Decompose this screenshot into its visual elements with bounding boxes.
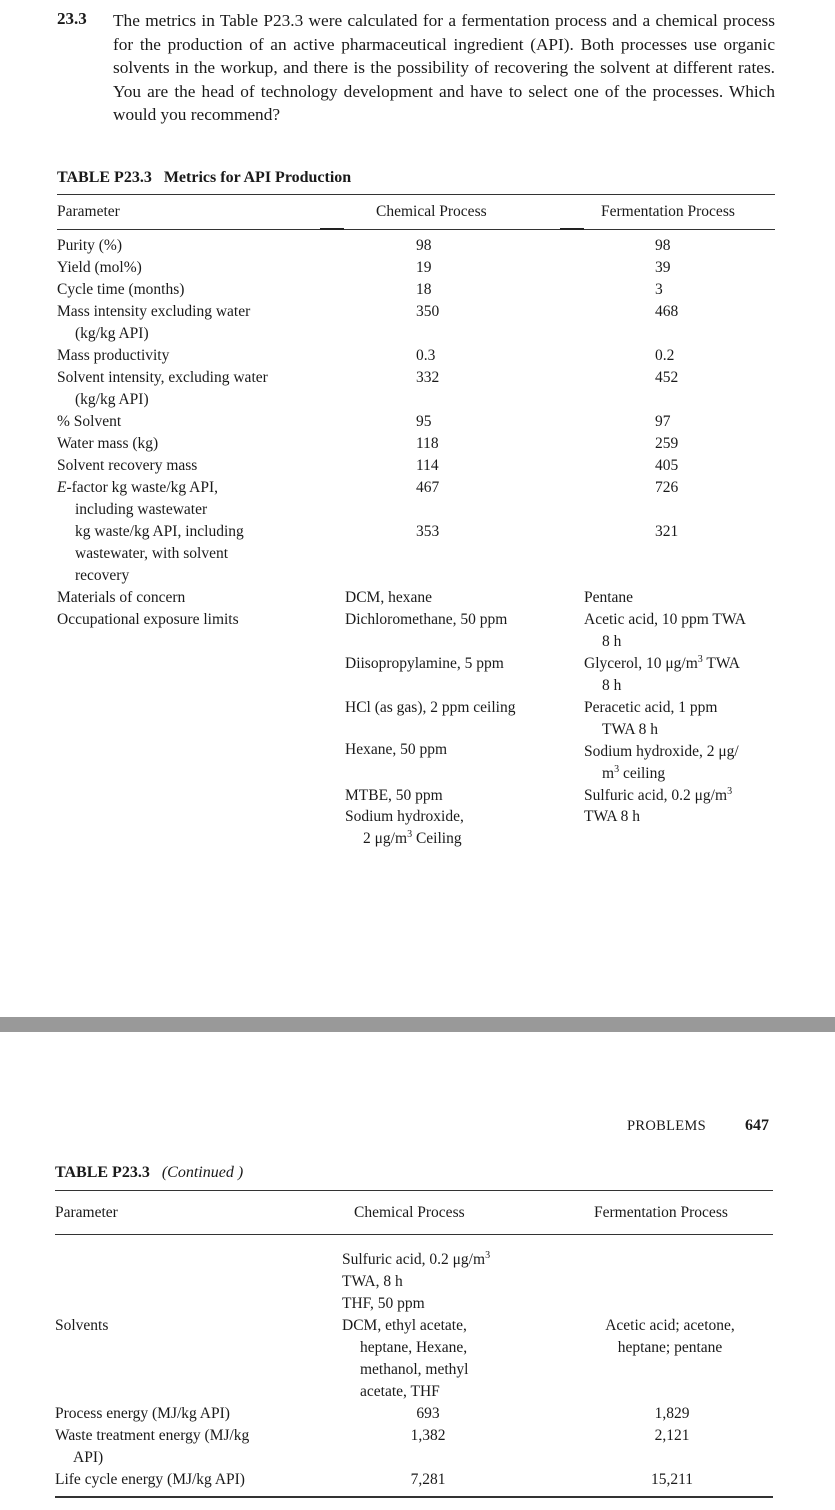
chemical-oel: Hexane, 50 ppm — [345, 741, 448, 758]
chemical-value: 0.3 — [416, 347, 436, 364]
header-chemical: Chemical Process — [376, 203, 487, 220]
efactor-label: -factor kg waste/kg API, — [66, 479, 218, 496]
table-top-rule — [57, 194, 775, 195]
header-parameter: Parameter — [55, 1204, 118, 1221]
superscript: 3 — [485, 1250, 491, 1261]
chemical-oel: HCl (as gas), 2 ppm ceiling — [345, 699, 516, 716]
row-label: (kg/kg API) — [75, 325, 149, 342]
header-rule-accent — [320, 228, 344, 230]
row-label: Occupational exposure limits — [57, 611, 239, 628]
oel-text: ceiling — [619, 765, 666, 782]
fermentation-oel: 8 h — [602, 633, 622, 650]
row-label: Cycle time (months) — [57, 281, 185, 298]
row-label: Solvents — [55, 1317, 109, 1334]
chemical-oel — [345, 828, 462, 850]
chemical-value: 98 — [416, 237, 432, 254]
chemical-value: 18 — [416, 281, 432, 298]
chemical-value: 19 — [416, 259, 432, 276]
fermentation-value: 98 — [655, 237, 671, 254]
chemical-oel: Sodium hydroxide, — [345, 808, 464, 825]
chemical-value: 95 — [416, 413, 432, 430]
fermentation-value: 321 — [655, 523, 679, 540]
row-label: Solvent recovery mass — [57, 457, 198, 474]
fermentation-oel: TWA 8 h — [584, 808, 640, 825]
row-label: Materials of concern — [57, 589, 186, 606]
chemical-value: 693 — [416, 1405, 440, 1422]
row-label: API) — [73, 1449, 104, 1466]
fermentation-value: 452 — [655, 369, 679, 386]
fermentation-oel: Acetic acid, 10 ppm TWA — [584, 611, 746, 628]
oel-text: TWA — [702, 655, 740, 672]
row-label — [57, 477, 218, 499]
fermentation-value: 0.2 — [655, 347, 675, 364]
table-caption: Metrics for API Production — [163, 169, 352, 186]
row-label: kg waste/kg API, including — [75, 523, 244, 540]
table-title — [57, 169, 351, 187]
fermentation-value: 15,211 — [650, 1471, 694, 1488]
superscript: 3 — [697, 654, 703, 665]
row-label: Waste treatment energy (MJ/kg — [55, 1427, 250, 1444]
row-label: % Solvent — [57, 413, 122, 430]
header-fermentation: Fermentation Process — [601, 203, 735, 220]
oel-text: Glycerol, 10 μg/m — [584, 655, 698, 672]
fermentation-oel: Sodium hydroxide, 2 μg/ — [584, 743, 739, 760]
chemical-value: 118 — [416, 435, 439, 452]
header-parameter: Parameter — [57, 203, 120, 220]
chemical-oel: MTBE, 50 ppm — [345, 787, 443, 804]
superscript: 3 — [614, 764, 620, 775]
table-top-rule — [55, 1190, 773, 1191]
page-divider — [0, 1017, 835, 1032]
efactor-italic: E — [57, 479, 67, 496]
fermentation-value: 39 — [655, 259, 671, 276]
row-label: Process energy (MJ/kg API) — [55, 1405, 230, 1422]
fermentation-oel — [584, 763, 665, 785]
row-label: recovery — [75, 567, 130, 584]
fermentation-value: 726 — [655, 479, 679, 496]
row-label: wastewater, with solvent — [75, 545, 229, 562]
chemical-oel — [342, 1249, 490, 1271]
row-label: Life cycle energy (MJ/kg API) — [55, 1471, 245, 1488]
fermentation-value: 3 — [655, 281, 663, 298]
row-label: (kg/kg API) — [75, 391, 149, 408]
superscript: 3 — [407, 829, 413, 840]
chemical-value: 353 — [416, 523, 440, 540]
row-label: including wastewater — [75, 501, 208, 518]
problem-number: 23.3 — [57, 9, 87, 28]
chemical-value: 332 — [416, 369, 440, 386]
chemical-value: 7,281 — [410, 1471, 446, 1488]
fermentation-solvents: heptane; pentane — [617, 1339, 723, 1356]
row-label: Purity (%) — [57, 237, 123, 254]
chemical-oel: Dichloromethane, 50 ppm — [345, 611, 508, 628]
oel-text: m — [602, 765, 615, 782]
row-label: Mass intensity excluding water — [57, 303, 251, 320]
oel-text: Ceiling — [412, 830, 462, 847]
problem-text: The metrics in Table P23.3 were calculated for a fermentation process and a chemical process for the production of an active pharmaceutical ingredient (API). Both processes use organic solvents in the workup, and there is the possibility of recovering the solvent at different rates. You are the head of technology development and have to select one of the processes. Which would you recommend? — [113, 11, 775, 124]
fermentation-oel: Peracetic acid, 1 ppm — [584, 699, 718, 716]
fermentation-value: 2,121 — [654, 1427, 690, 1444]
fermentation-solvents: Acetic acid; acetone, — [605, 1317, 735, 1334]
chemical-solvents: DCM, ethyl acetate, — [342, 1317, 467, 1334]
row-label: Solvent intensity, excluding water — [57, 369, 268, 386]
fermentation-oel — [584, 785, 732, 807]
fermentation-value: 405 — [655, 457, 679, 474]
chemical-solvents: heptane, Hexane, — [360, 1339, 468, 1356]
chemical-value: 1,382 — [410, 1427, 446, 1444]
header-rule — [57, 229, 775, 230]
table-title — [55, 1164, 243, 1182]
fermentation-oel: TWA 8 h — [602, 721, 658, 738]
oel-text: 2 μg/m — [363, 830, 408, 847]
chemical-materials: DCM, hexane — [345, 589, 432, 606]
table-bottom-rule — [55, 1496, 773, 1498]
running-head: PROBLEMS — [627, 1118, 706, 1134]
table-label: TABLE P23.3 — [55, 1164, 150, 1181]
chemical-oel: TWA, 8 h — [342, 1273, 403, 1290]
superscript: 3 — [727, 786, 733, 797]
table-label: TABLE P23.3 — [57, 169, 152, 186]
row-label: Water mass (kg) — [57, 435, 159, 452]
row-label: Mass productivity — [57, 347, 170, 364]
header-chemical: Chemical Process — [354, 1204, 465, 1221]
chemical-value: 114 — [416, 457, 439, 474]
fermentation-value: 259 — [655, 435, 679, 452]
header-rule — [55, 1234, 773, 1235]
fermentation-value: 97 — [655, 413, 671, 430]
header-rule-accent — [560, 228, 584, 230]
header-fermentation: Fermentation Process — [594, 1204, 728, 1221]
chemical-oel: Diisopropylamine, 5 ppm — [345, 655, 504, 672]
chemical-value: 350 — [416, 303, 440, 320]
fermentation-oel: 8 h — [602, 677, 622, 694]
chemical-value: 467 — [416, 479, 440, 496]
fermentation-oel — [584, 653, 740, 675]
page-number: 647 — [745, 1117, 769, 1134]
chemical-solvents: acetate, THF — [360, 1383, 440, 1400]
row-label: Yield (mol%) — [57, 259, 142, 276]
oel-text: Sulfuric acid, 0.2 μg/m — [584, 787, 728, 804]
chemical-oel: THF, 50 ppm — [342, 1295, 425, 1312]
oel-text: Sulfuric acid, 0.2 μg/m — [342, 1251, 486, 1268]
table-continued: (Continued ) — [161, 1164, 244, 1181]
fermentation-value: 468 — [655, 303, 679, 320]
fermentation-materials: Pentane — [584, 589, 634, 606]
chemical-solvents: methanol, methyl — [360, 1361, 469, 1378]
fermentation-value: 1,829 — [654, 1405, 690, 1422]
